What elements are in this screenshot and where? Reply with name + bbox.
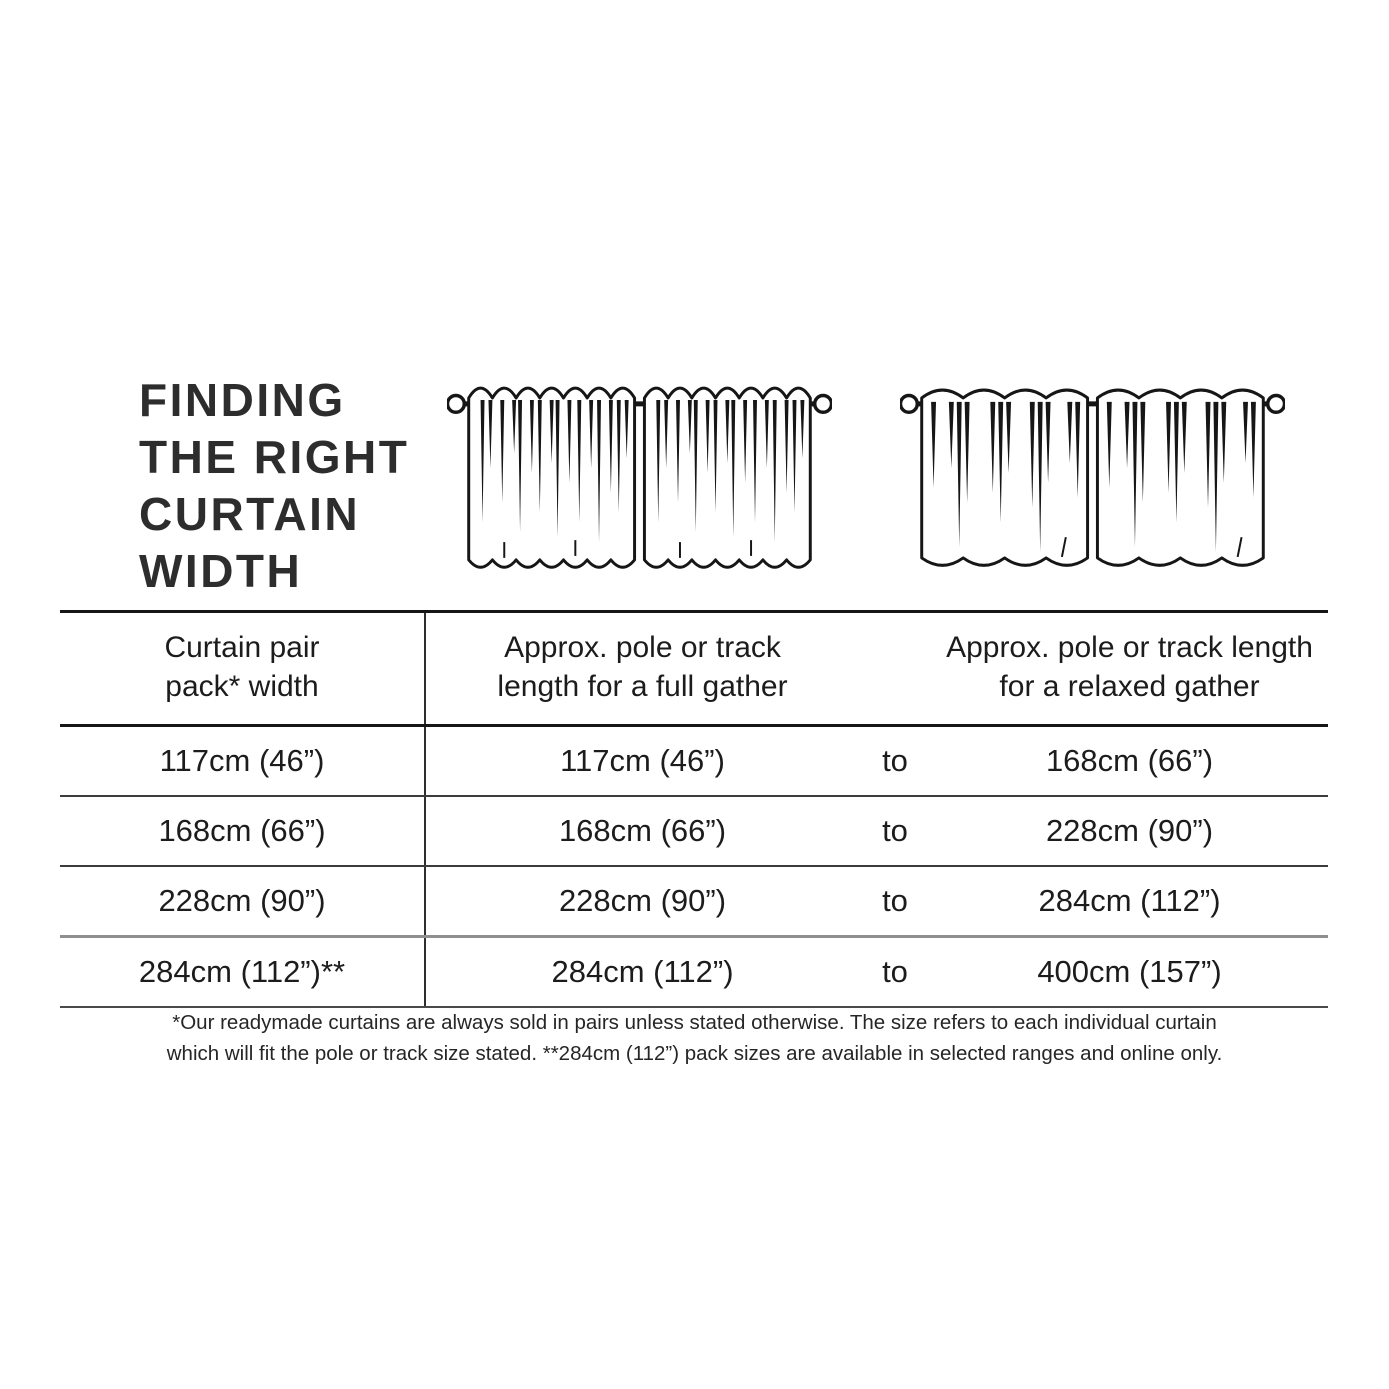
page-title-line-1: FINDING [139,374,346,426]
table-header-row [60,613,1328,727]
cell-full-gather: 228cm (90”) [558,883,727,918]
cell-range-separator: to [882,813,908,848]
table-row [60,867,1328,938]
header-full-gather: Approx. pole or track length for a full gather [497,631,788,703]
cell-pack-width: 117cm (46”) [60,727,426,795]
curtains-relaxed-gather-icon [900,374,1285,572]
finial-left [900,396,917,413]
cell-relaxed-gather: 228cm (90”) [1045,813,1214,848]
curtain-size-table [60,610,1328,1008]
finial-right [815,396,832,413]
table-row [60,938,1328,1008]
table-row [60,797,1328,867]
header-relaxed-gather: Approx. pole or track length for a relaxed gather [946,631,1313,703]
cell-range-separator: to [882,743,908,778]
page-title-line-2: THE RIGHT [139,431,410,483]
curtain-panel-right [1097,390,1263,565]
cell-range-separator: to [882,954,908,989]
cell-relaxed-gather: 168cm (66”) [1045,743,1214,778]
cell-pack-width: 228cm (90”) [60,867,426,935]
cell-full-gather: 168cm (66”) [558,813,727,848]
finial-right [1268,396,1285,413]
cell-relaxed-gather: 284cm (112”) [1038,883,1221,918]
cell-pack-width: 168cm (66”) [60,797,426,865]
footnote-line-2: which will fit the pole or track size stated. **284cm (112”) pack sizes are available in selected ranges and online only. [166,1042,1223,1065]
footnote [0,1007,1389,1069]
header-spacer [859,613,931,724]
page-title [139,372,409,600]
finial-left [447,396,464,413]
page-title-line-4: WIDTH [139,545,303,597]
curtains-full-gather-icon [447,374,832,572]
header-pack-width: Curtain pair pack* width [60,613,426,724]
cell-full-gather: 117cm (46”) [560,743,725,778]
footnote-line-1: *Our readymade curtains are always sold in pairs unless stated otherwise. The size refers to each individual curtain [172,1011,1217,1034]
cell-full-gather: 284cm (112”) [551,954,734,989]
table-row [60,727,1328,797]
cell-relaxed-gather: 400cm (157”) [1037,954,1222,989]
curtain-panels [922,390,1264,565]
cell-range-separator: to [882,883,908,918]
cell-pack-width: 284cm (112”)** [60,938,426,1006]
curtain-panel-left [922,390,1088,565]
page-title-line-3: CURTAIN [139,488,361,540]
